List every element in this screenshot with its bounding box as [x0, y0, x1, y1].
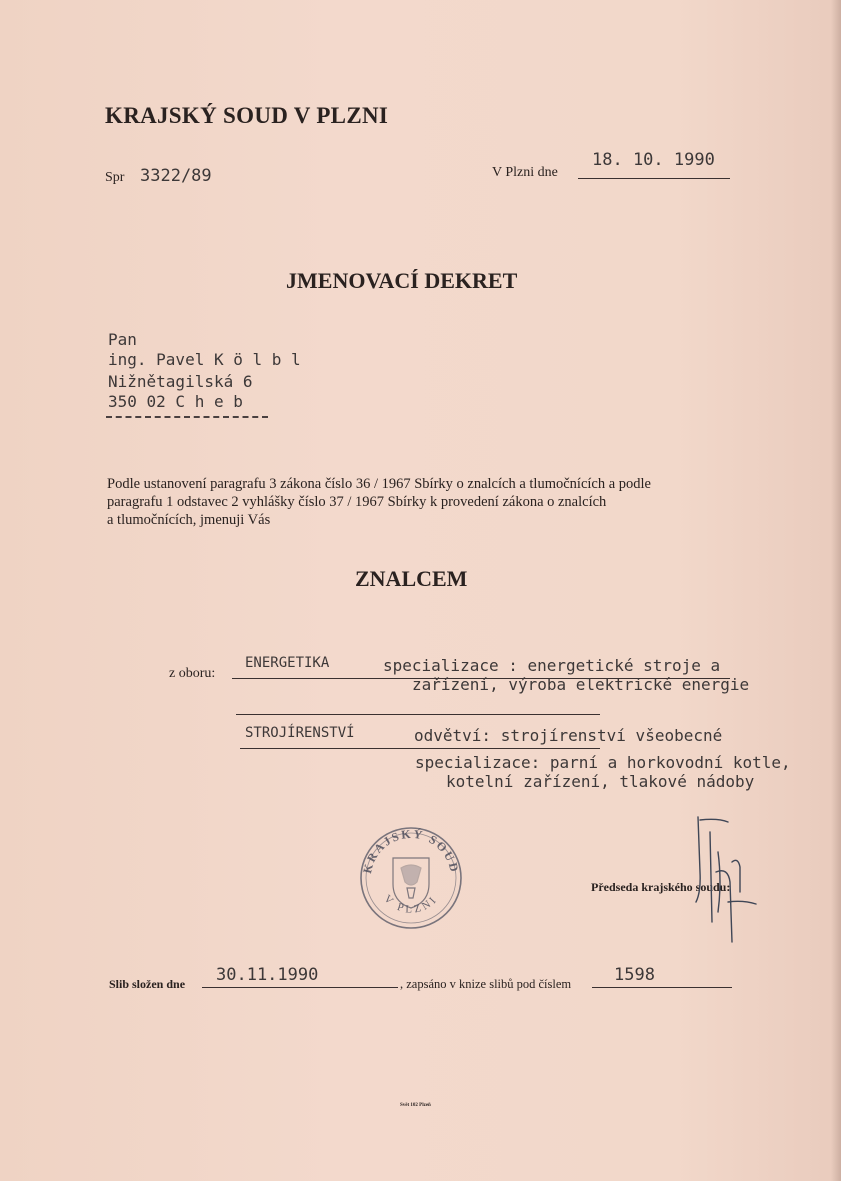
address-dash-line	[106, 416, 268, 418]
oath-date-underline	[202, 987, 398, 988]
spr-number: 3322/89	[140, 166, 212, 186]
field-label: z oboru:	[169, 666, 216, 681]
field2-name: STROJÍRENSTVÍ	[245, 725, 355, 741]
field2-underline	[240, 748, 600, 749]
svg-text:V PLZNI	[381, 893, 440, 916]
printer-mark: Svět 102 Plzeň	[400, 1103, 431, 1108]
field2-line2: specializace: parní a horkovodní kotle,	[415, 753, 791, 772]
spr-label: Spr	[105, 170, 125, 185]
court-name: KRAJSKÝ SOUD V PLZNI	[105, 103, 389, 128]
date-underline	[578, 178, 730, 179]
coat-of-arms-icon	[393, 858, 429, 908]
chairman-signature	[688, 812, 768, 952]
chairman-label: Předseda krajského soudu:	[591, 880, 731, 894]
place-date-label: V Plzni dne	[492, 165, 558, 180]
field2-line1: odvětví: strojírenství všeobecné	[414, 726, 723, 745]
court-seal-stamp	[355, 822, 467, 934]
field-separator-line	[236, 714, 600, 715]
field2-line3: kotelní zařízení, tlakové nádoby	[446, 772, 755, 791]
appointment-title: ZNALCEM	[355, 566, 468, 591]
oath-label: Slib složen dne	[109, 977, 186, 991]
body-line-3: a tlumočnících, jmenuji Vás	[107, 512, 271, 528]
oath-date: 30.11.1990	[216, 965, 319, 985]
register-label: , zapsáno v knize slibů pod číslem	[400, 977, 572, 991]
field1-line1: specializace : energetické stroje a	[383, 656, 721, 675]
document-title: JMENOVACÍ DEKRET	[286, 268, 518, 293]
paper-edge-shadow	[831, 0, 841, 1181]
register-number: 1598	[614, 965, 655, 985]
addressee-street: Nižnětagilská 6	[108, 372, 253, 391]
field1-name: ENERGETIKA	[245, 655, 330, 671]
body-line-1: Podle ustanovení paragrafu 3 zákona číslo 36 / 1967 Sbírky o znalcích a tlumočnících a podle	[107, 476, 651, 492]
seal-bottom-text: V PLZNI	[381, 892, 441, 916]
register-number-underline	[592, 987, 732, 988]
addressee-city: 350 02 C h e b	[108, 392, 243, 411]
issue-date: 18. 10. 1990	[592, 150, 715, 170]
body-line-2: paragrafu 1 odstavec 2 vyhlášky číslo 37 / 1967 Sbírky k provedení zákona o znalcích	[107, 494, 607, 510]
field1-line2: zařízení, výroba elektrické energie	[412, 675, 750, 694]
addressee-salutation: Pan	[108, 330, 137, 349]
seal-top-text: KRAJSKÝ SOUD	[360, 826, 462, 875]
addressee-name: ing. Pavel K ö l b l	[108, 350, 301, 369]
